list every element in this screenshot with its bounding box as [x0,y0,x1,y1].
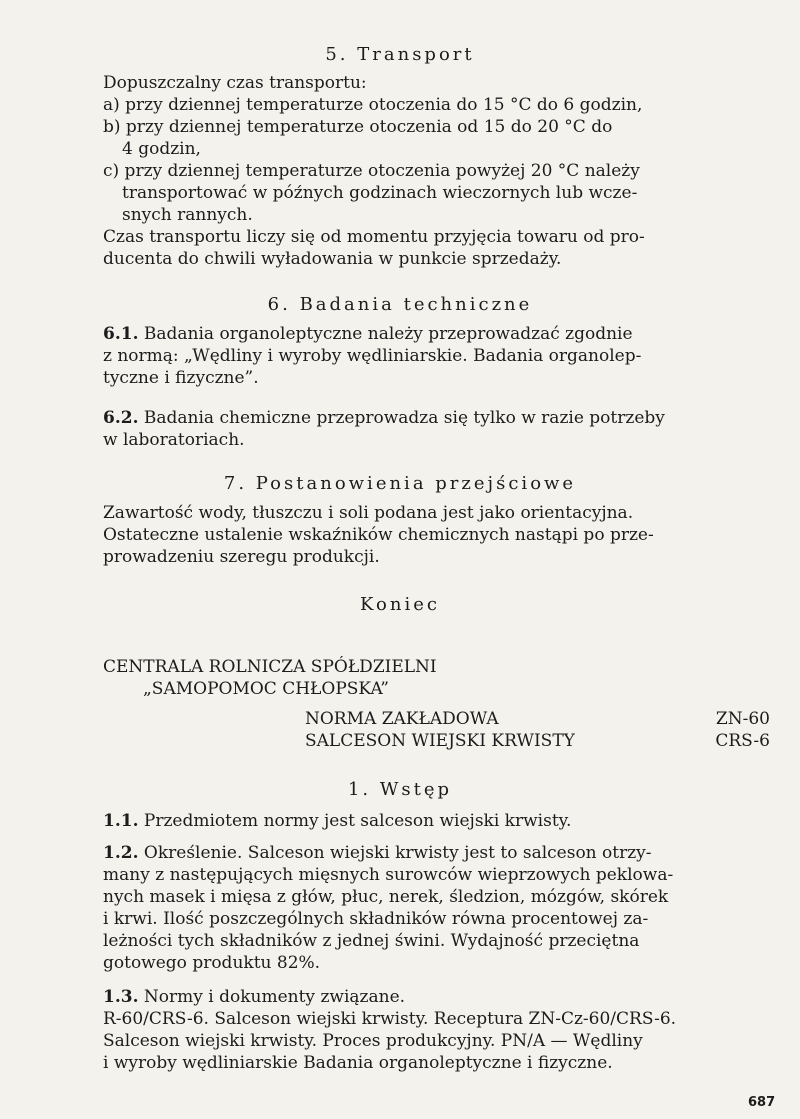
paragraph-1-2-text: Określenie. Salceson wiejski krwisty jest to salceson otrzy- [138,843,652,863]
product-code: CRS-6 [715,731,770,751]
paragraph-1-2 [103,842,767,864]
paragraph-1-1 [103,810,767,832]
paragraph-6-2-number: 6.2. [103,408,139,428]
paragraph-1-2-cont2: nych masek i mięsa z głów, płuc, nerek, śledzion, mózgów, skórek [103,887,669,907]
transport-item-a: a) przy dziennej temperaturze otoczenia do 15 °C do 6 godzin, [103,95,643,115]
organisation-line-1: CENTRALA ROLNICZA SPÓŁDZIELNI [103,657,437,677]
section-5-body [103,72,767,270]
section-6-body [103,323,767,389]
section-7-heading: 7. Postanowienia przejściowe [223,473,577,494]
section-6-heading: 6. Badania techniczne [267,294,533,315]
norm-code: ZN-60 [715,709,770,729]
transport-item-b: b) przy dziennej temperaturze otoczenia od 15 do 20 °C do [103,117,613,137]
paragraph-1-2-cont5: gotowego produktu 82%. [103,953,321,973]
paragraph-6-1 [103,323,767,345]
paragraph-6-1-text: Badania organoleptyczne należy przeprowadzać zgodnie [138,324,633,344]
paragraph-1-3 [103,986,767,1008]
transitional-line-1: Zawartość wody, tłuszczu i soli podana jest jako orientacyjna. [103,503,634,523]
section-6-2-body [103,407,767,451]
paragraph-1-3-text: Normy i dokumenty związane. [138,987,406,1007]
paragraph-6-2-cont: w laboratoriach. [103,430,245,450]
paragraph-1-3-cont3: i wyroby wędliniarskie Badania organoleptyczne i fizyczne. [103,1053,613,1073]
transport-note-cont: ducenta do chwili wyładowania w punkcie sprzedaży. [103,249,562,269]
paragraph-1-1-text: Przedmiotem normy jest salceson wiejski krwisty. [138,811,572,831]
paragraph-1-2-number: 1.2. [103,843,139,863]
organisation-header [103,656,437,700]
paragraph-6-1-cont: z normą: „Wędliny i wyroby wędliniarskie. Badania organolep- [103,346,642,366]
paragraph-1-1-number: 1.1. [103,811,139,831]
transitional-line-2: Ostateczne ustalenie wskaźników chemicznych nastąpi po prze- [103,525,654,545]
section-1-1-body [103,810,767,832]
section-1-3-body [103,986,767,1074]
section-1-heading: 1. Wstęp [347,779,453,800]
transport-item-c-cont2: snych rannych. [122,205,253,225]
section-5-heading: 5. Transport [325,44,475,65]
paragraph-1-3-cont: R-60/CRS-6. Salceson wiejski krwisty. Receptura ZN-Cz-60/CRS-6. [103,1009,677,1029]
transport-item-c: c) przy dziennej temperaturze otoczenia powyżej 20 °C należy [103,161,640,181]
paragraph-1-2-cont3: i krwi. Ilość poszczególnych składników równa procentowej za- [103,909,649,929]
paragraph-6-1-cont2: tyczne i fizyczne”. [103,368,259,388]
paragraph-1-2-cont: many z następujących mięsnych surowców wieprzowych peklowa- [103,865,674,885]
paragraph-6-2 [103,407,767,429]
norm-row-1 [305,708,770,730]
transport-intro: Dopuszczalny czas transportu: [103,73,367,93]
product-title: SALCESON WIEJSKI KRWISTY [305,731,575,751]
paragraph-1-3-cont2: Salceson wiejski krwisty. Proces produkcyjny. PN/A — Wędliny [103,1031,643,1051]
transport-item-b-cont: 4 godzin, [122,139,201,159]
norm-row-2 [305,730,770,752]
paragraph-1-2-cont4: leżności tych składników z jednej świni. Wydajność przeciętna [103,931,640,951]
norm-title: NORMA ZAKŁADOWA [305,709,499,729]
paragraph-1-3-number: 1.3. [103,987,139,1007]
transport-item-c-cont: transportować w późnych godzinach wieczornych lub wcze- [122,183,638,203]
section-1-2-body [103,842,767,974]
transitional-line-3: prowadzeniu szeregu produkcji. [103,547,380,567]
paragraph-6-1-number: 6.1. [103,324,139,344]
end-label: Koniec [360,594,440,615]
organisation-line-2: „SAMOPOMOC CHŁOPSKA” [143,679,389,699]
paragraph-6-2-text: Badania chemiczne przeprowadza się tylko w razie potrzeby [138,408,665,428]
transport-note: Czas transportu liczy się od momentu przyjęcia towaru od pro- [103,227,645,247]
section-7-body [103,502,767,568]
page-number: 687 [748,1095,776,1110]
